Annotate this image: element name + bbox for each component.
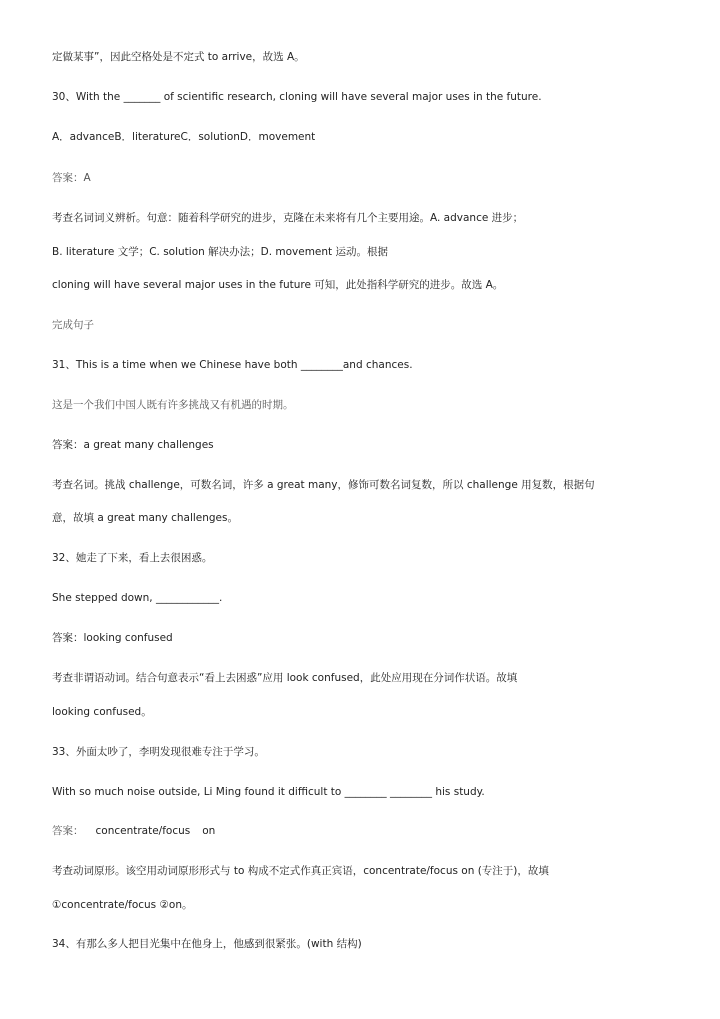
explanation-32: looking confused。 — [52, 706, 152, 718]
explanation-30: cloning will have several major uses in the future 可知，此处指科学研究的进步。故选 A。 — [52, 279, 504, 291]
question-31: 31、This is a time when we Chinese have both ________and chances. — [52, 359, 413, 371]
text-line: 定做某事”，因此空格处是不定式 to arrive，故选 A。 — [52, 51, 305, 63]
question-32-sentence: She stepped down, ____________. — [52, 592, 223, 604]
answer-32: 答案：looking confused — [52, 632, 173, 644]
question-33: 33、外面太吵了，李明发现很难专注于学习。 — [52, 746, 265, 758]
answer-30: 答案：A — [52, 172, 91, 184]
explanation-32: 考查非谓语动词。结合句意表示“看上去困惑”应用 look confused，此处应用现在分词作状语。故填 — [52, 672, 518, 684]
explanation-33: ①concentrate/focus ②on。 — [52, 899, 193, 911]
answer-part-2: on — [202, 825, 216, 837]
explanation-30: B. literature 文学；C. solution 解决办法；D. movement 运动。根据 — [52, 246, 389, 258]
explanation-33: 考查动词原形。该空用动词原形形式与 to 构成不定式作真正宾语，concentrate/focus on (专注于)，故填 — [52, 865, 549, 877]
answer-part-1: concentrate/focus — [95, 825, 191, 837]
question-33-sentence: With so much noise outside, Li Ming found it difficult to ________ ________ his study. — [52, 786, 485, 798]
question-31-translation: 这是一个我们中国人既有许多挑战又有机遇的时期。 — [52, 399, 294, 411]
answer-label: 答案： — [52, 825, 84, 837]
question-30: 30、With the _______ of scientific research, cloning will have several major uses in the future. — [52, 91, 542, 103]
explanation-31: 考查名词。挑战 challenge，可数名词，许多 a great many，修饰可数名词复数，所以 challenge 用复数，根据句 — [52, 479, 595, 491]
answer-31: 答案：a great many challenges — [52, 439, 214, 451]
explanation-31: 意，故填 a great many challenges。 — [52, 512, 238, 524]
section-heading: 完成句子 — [52, 319, 94, 331]
explanation-30: 考查名词词义辨析。句意：随着科学研究的进步，克隆在未来将有几个主要用途。A. advance 进步； — [52, 212, 524, 224]
question-32: 32、她走了下来，看上去很困惑。 — [52, 552, 213, 564]
question-30-options: A．advanceB．literatureC．solutionD．movement — [52, 131, 316, 143]
question-34: 34、有那么多人把目光集中在他身上，他感到很紧张。(with 结构) — [52, 938, 362, 950]
answer-33 — [52, 824, 215, 838]
